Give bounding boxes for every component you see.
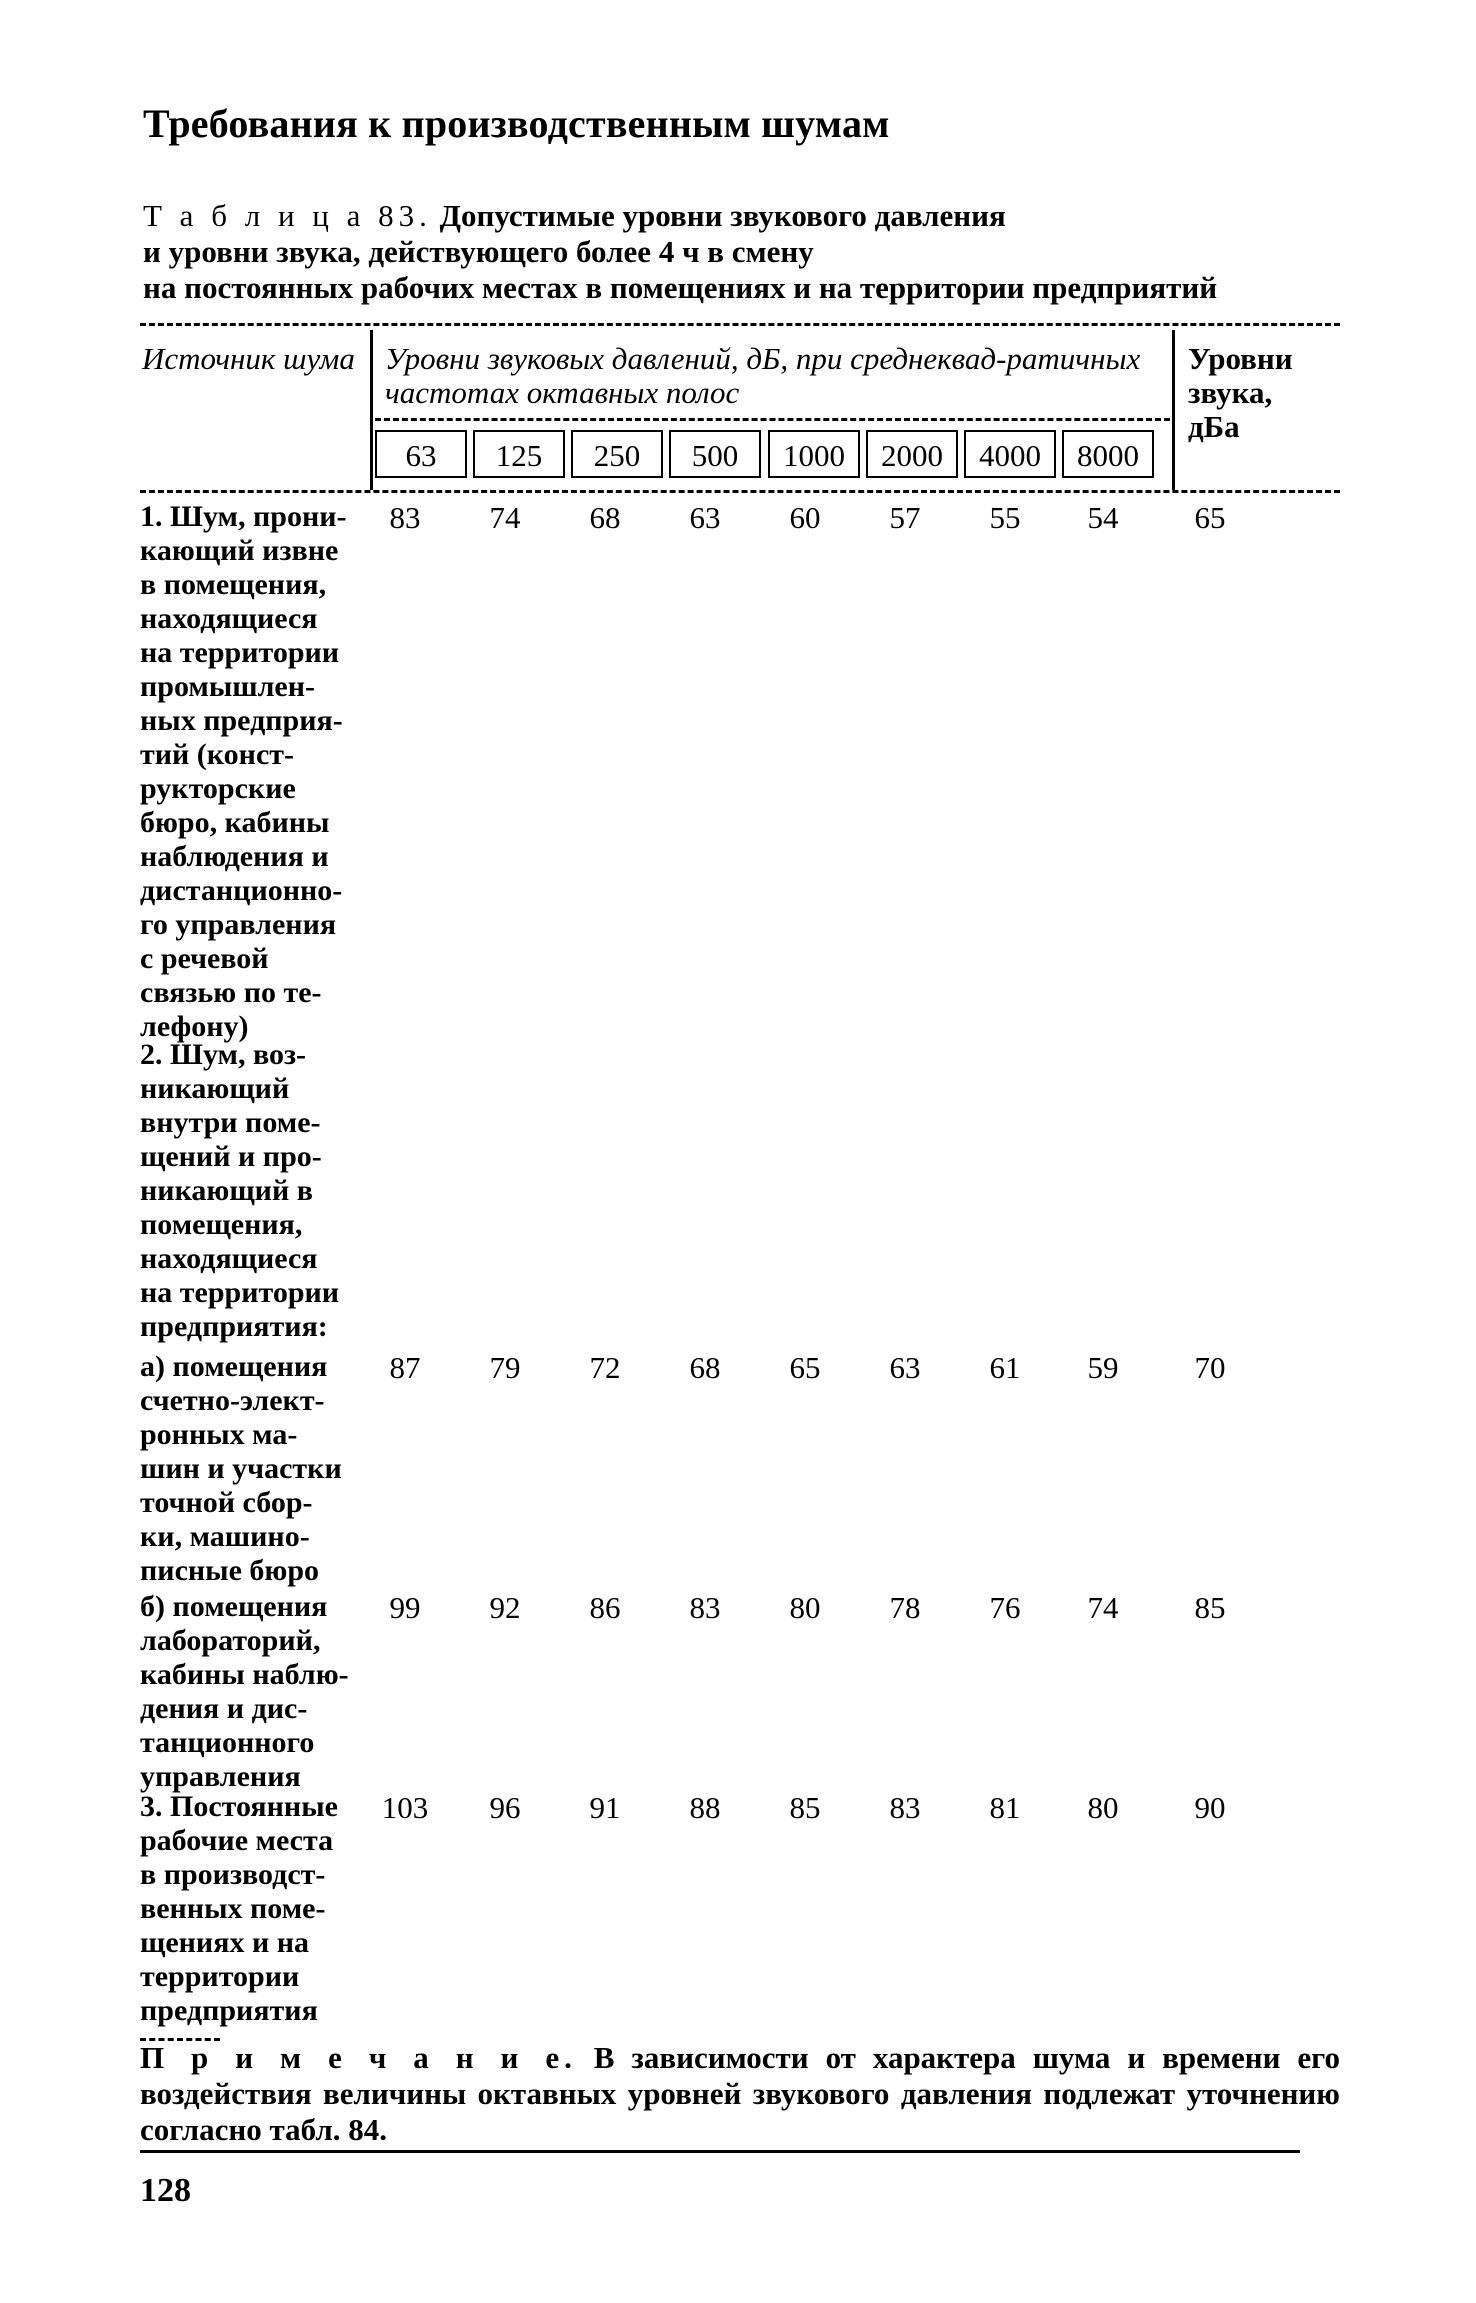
footer-rule xyxy=(140,2150,1300,2153)
pressure-level-cell: 68 xyxy=(689,1350,721,1385)
header-separator-right xyxy=(1172,330,1175,490)
pressure-level-cell: 83 xyxy=(889,1790,921,1825)
sound-level-cell: 70 xyxy=(1194,1350,1226,1385)
pressure-level-cell: 74 xyxy=(1087,1590,1119,1625)
table-top-rule xyxy=(140,323,1340,326)
pressure-level-cell: 59 xyxy=(1087,1350,1119,1385)
pressure-level-cell: 80 xyxy=(789,1590,821,1625)
caption-line-1: Допустимые уровни звукового давления xyxy=(439,198,1006,233)
pressure-level-cell: 92 xyxy=(489,1590,521,1625)
frequency-cell: 63 xyxy=(375,430,467,478)
frequency-cell: 8000 xyxy=(1062,430,1154,478)
frequency-cell: 2000 xyxy=(866,430,958,478)
pressure-level-cell: 60 xyxy=(789,500,821,535)
header-sub-rule xyxy=(375,418,1170,421)
frequency-cell: 4000 xyxy=(964,430,1056,478)
table-caption xyxy=(143,198,1343,306)
header-separator-left xyxy=(370,330,373,490)
pressure-level-cell: 96 xyxy=(489,1790,521,1825)
header-levels: Уровни звуковых давлений, дБ, при среднеквад-ратичных частотах октавных полос xyxy=(385,341,1141,410)
frequency-cell: 125 xyxy=(473,430,565,478)
pressure-level-cell: 85 xyxy=(789,1790,821,1825)
sound-level-cell: 65 xyxy=(1194,500,1226,535)
page-number: 128 xyxy=(140,2172,191,2209)
pressure-level-cell: 74 xyxy=(489,500,521,535)
pressure-level-cell: 80 xyxy=(1087,1790,1119,1825)
frequency-cell: 250 xyxy=(571,430,663,478)
pressure-level-cell: 72 xyxy=(589,1350,621,1385)
pressure-level-cell: 103 xyxy=(381,1790,429,1825)
header-source: Источник шума xyxy=(142,341,355,376)
row-description: а) помещения счетно-элект- ронных ма- шин и участки точной сбор- ки, машино- писные бюро xyxy=(140,1350,342,1587)
pressure-level-cell: 63 xyxy=(889,1350,921,1385)
pressure-level-cell: 99 xyxy=(389,1590,421,1625)
header-sound-level: Уровни звука, дБа xyxy=(1188,341,1293,444)
pressure-level-cell: 87 xyxy=(389,1350,421,1385)
note-text: В зависимости от характера шума и времени его воздействия величины октавных уровней звукового давления подлежат уточнению согласно табл. 84. xyxy=(140,2040,1340,2147)
sound-level-cell: 90 xyxy=(1194,1790,1226,1825)
caption-line-2: и уровни звука, действующего более 4 ч в смену xyxy=(143,234,814,269)
pressure-level-cell: 91 xyxy=(589,1790,621,1825)
row-description: б) помещения лабораторий, кабины наблю- дения и дис- танционного управления xyxy=(140,1590,349,1793)
pressure-level-cell: 54 xyxy=(1087,500,1119,535)
pressure-level-cell: 68 xyxy=(589,500,621,535)
pressure-level-cell: 63 xyxy=(689,500,721,535)
row-description: 1. Шум, прони- кающий извне в помещения, находящиеся на территории промышлен- ных предприя- тий (конст- рукторские бюро, кабины наблюдения и дистанционно- го управления с речевой связью по те- лефону) xyxy=(140,500,347,1043)
pressure-level-cell: 83 xyxy=(389,500,421,535)
caption-line-3: на постоянных рабочих местах в помещениях и на территории предприятий xyxy=(143,270,1218,305)
pressure-level-cell: 61 xyxy=(989,1350,1021,1385)
pressure-level-cell: 83 xyxy=(689,1590,721,1625)
frequency-cell: 500 xyxy=(669,430,761,478)
table-note xyxy=(140,2040,1340,2148)
pressure-level-cell: 81 xyxy=(989,1790,1021,1825)
header-bottom-rule xyxy=(140,490,1340,493)
pressure-level-cell: 76 xyxy=(989,1590,1021,1625)
table-label: Т а б л и ц а 83. xyxy=(143,198,432,233)
pressure-level-cell: 88 xyxy=(689,1790,721,1825)
pressure-level-cell: 65 xyxy=(789,1350,821,1385)
frequency-cell: 1000 xyxy=(768,430,860,478)
row-description: 3. Постоянные рабочие места в производст- венных поме- щениях и на территории предприятия xyxy=(140,1790,338,2027)
pressure-level-cell: 86 xyxy=(589,1590,621,1625)
pressure-level-cell: 78 xyxy=(889,1590,921,1625)
pressure-level-cell: 55 xyxy=(989,500,1021,535)
row-description: 2. Шум, воз- никающий внутри поме- щений и про- никающий в помещения, находящиеся на территории предприятия: xyxy=(140,1038,340,1343)
note-label: П р и м е ч а н и е. xyxy=(140,2040,577,2075)
page-heading: Требования к производственным шумам xyxy=(143,101,890,146)
pressure-level-cell: 57 xyxy=(889,500,921,535)
sound-level-cell: 85 xyxy=(1194,1590,1226,1625)
pressure-level-cell: 79 xyxy=(489,1350,521,1385)
